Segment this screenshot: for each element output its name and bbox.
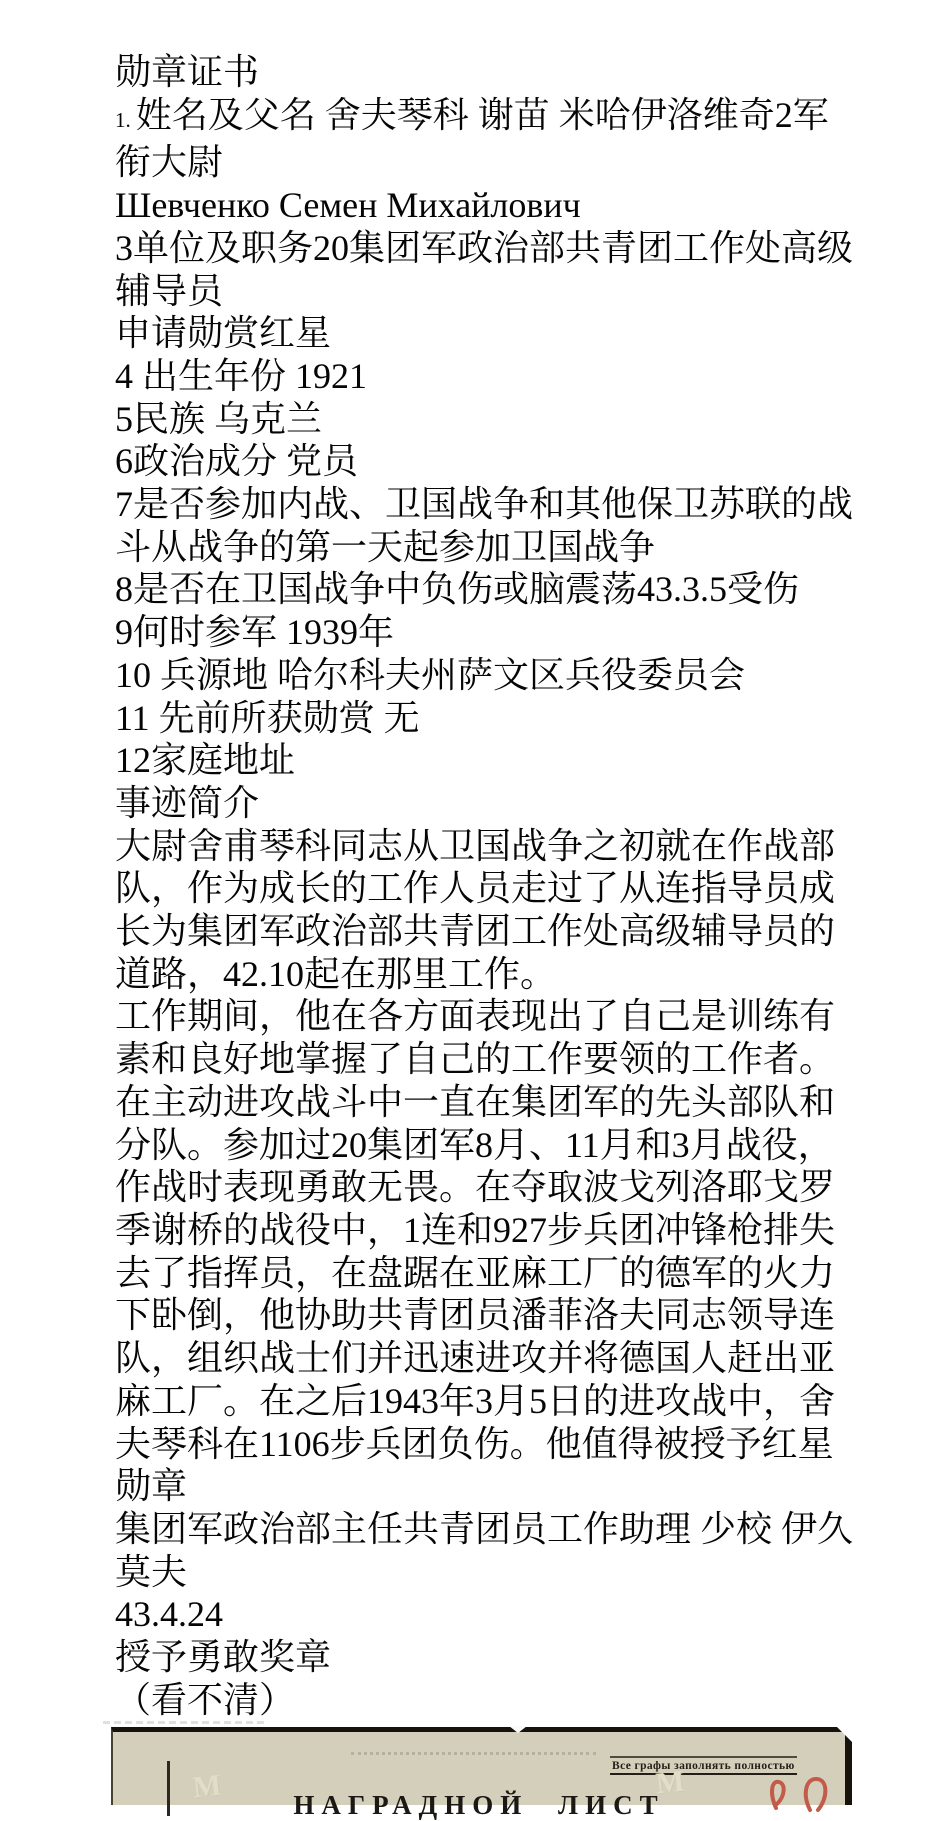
merit-body-line: 下卧倒，他协助共青团员潘菲洛夫同志领导连 <box>115 1295 836 1336</box>
item-9-enlist-line: 9何时参军 1939年 <box>115 612 395 653</box>
doc-title-line: 勋章证书 <box>115 52 260 92</box>
russian-name-line: Шевченко Семен Михайлович <box>115 185 581 226</box>
scan-edge-artifact <box>103 1721 268 1724</box>
signer-name-line: 莫夫 <box>115 1551 188 1592</box>
item-2-rank-line: 衔大尉 <box>115 142 224 183</box>
date-line: 43.4.24 <box>115 1594 223 1635</box>
merit-body-line: 素和良好地掌握了自己的工作要领的工作者。 <box>115 1039 836 1080</box>
scan-red-handwriting-mark <box>762 1774 842 1814</box>
item-7-service-line-2: 斗从战争的第一天起参加卫国战争 <box>115 526 656 567</box>
merit-body-line: 工作期间，他在各方面表现出了自己是训练有 <box>115 996 836 1037</box>
merit-body-line: 夫琴科在1106步兵团负伤。他值得被授予红星 <box>115 1423 834 1464</box>
illegible-note-line: （看不清） <box>115 1679 296 1720</box>
merit-body-line: 勋章 <box>115 1466 188 1507</box>
awarded-medal-line: 授予勇敢奖章 <box>115 1637 332 1678</box>
item-10-draft-line: 10 兵源地 哈尔科夫州萨文区兵役委员会 <box>115 654 746 695</box>
item-3-unit-line-2: 辅导员 <box>115 270 224 311</box>
item-4-birth-line: 4 出生年份 1921 <box>115 355 368 396</box>
scan-top-tear <box>509 1726 527 1733</box>
merit-body-line: 季谢桥的战役中，1连和927步兵团冲锋枪排失 <box>115 1209 836 1250</box>
scan-faded-stamp-line <box>351 1752 596 1755</box>
item-6-party-line: 6政治成分 党员 <box>115 441 359 482</box>
merit-body-line: 队，组织战士们并迅速进攻并将德国人赶出亚 <box>115 1338 836 1379</box>
item-8-wound-line: 8是否在卫国战争中负伤或脑震荡43.3.5受伤 <box>115 569 800 610</box>
merit-body-line: 队，作为成长的工作人员走过了从连指导员成 <box>115 868 836 909</box>
merit-body-line: 麻工厂。在之后1943年3月5日的进攻战中，舍 <box>115 1380 836 1421</box>
signer-title-line: 集团军政治部主任共青团员工作助理 少校 伊久 <box>115 1508 854 1549</box>
scan-award-sheet-title-partial: НАГРАДНОЙ ЛИСТ <box>293 1790 665 1820</box>
merit-body-line: 大尉舍甫琴科同志从卫国战争之初就在作战部 <box>115 825 836 866</box>
item-7-service-line: 7是否参加内战、卫国战争和其他保卫苏联的战 <box>115 484 854 525</box>
scanned-document-image <box>111 1727 852 1820</box>
scan-corner-fold <box>837 1727 852 1742</box>
merit-body-line: 分队。参加过20集团军8月、11月和3月战役， <box>115 1124 834 1165</box>
item-3-unit-line: 3单位及职务20集团军政治部共青团工作处高级 <box>115 227 854 268</box>
merit-body-line: 在主动进攻战斗中一直在集团军的先头部队和 <box>115 1081 836 1122</box>
translation-text-block <box>115 51 854 1721</box>
scan-paper <box>113 1732 845 1820</box>
merit-body-line: 道路，42.10起在那里工作。 <box>115 953 557 994</box>
item-11-prior-awards-line: 11 先前所获勋赏 无 <box>115 697 420 738</box>
award-request-line: 申请勋赏红星 <box>115 313 332 354</box>
item-5-ethnicity-line: 5民族 乌克兰 <box>115 398 323 439</box>
item-12-address-line: 12家庭地址 <box>115 740 296 781</box>
scan-watermark-chevron: М <box>191 1768 223 1805</box>
item-number-prefix: 1. <box>115 107 131 132</box>
merit-body-line: 作战时表现勇敢无畏。在夺取波戈列洛耶戈罗 <box>115 1167 836 1208</box>
scan-fill-instruction-label: Все графы заполнять полностью <box>610 1756 797 1775</box>
scan-watermark-chevron: М <box>654 1764 686 1801</box>
merit-body-line: 长为集团军政治部共青团工作处高级辅导员的 <box>115 911 836 952</box>
merit-body-line: 去了指挥员，在盘踞在亚麻工厂的德军的火力 <box>115 1252 836 1293</box>
item-1-name-line: 1. 姓名及父名 舍夫琴科 谢苗 米哈伊洛维奇2军 <box>115 94 829 135</box>
merit-heading-line: 事迹简介 <box>115 782 260 823</box>
